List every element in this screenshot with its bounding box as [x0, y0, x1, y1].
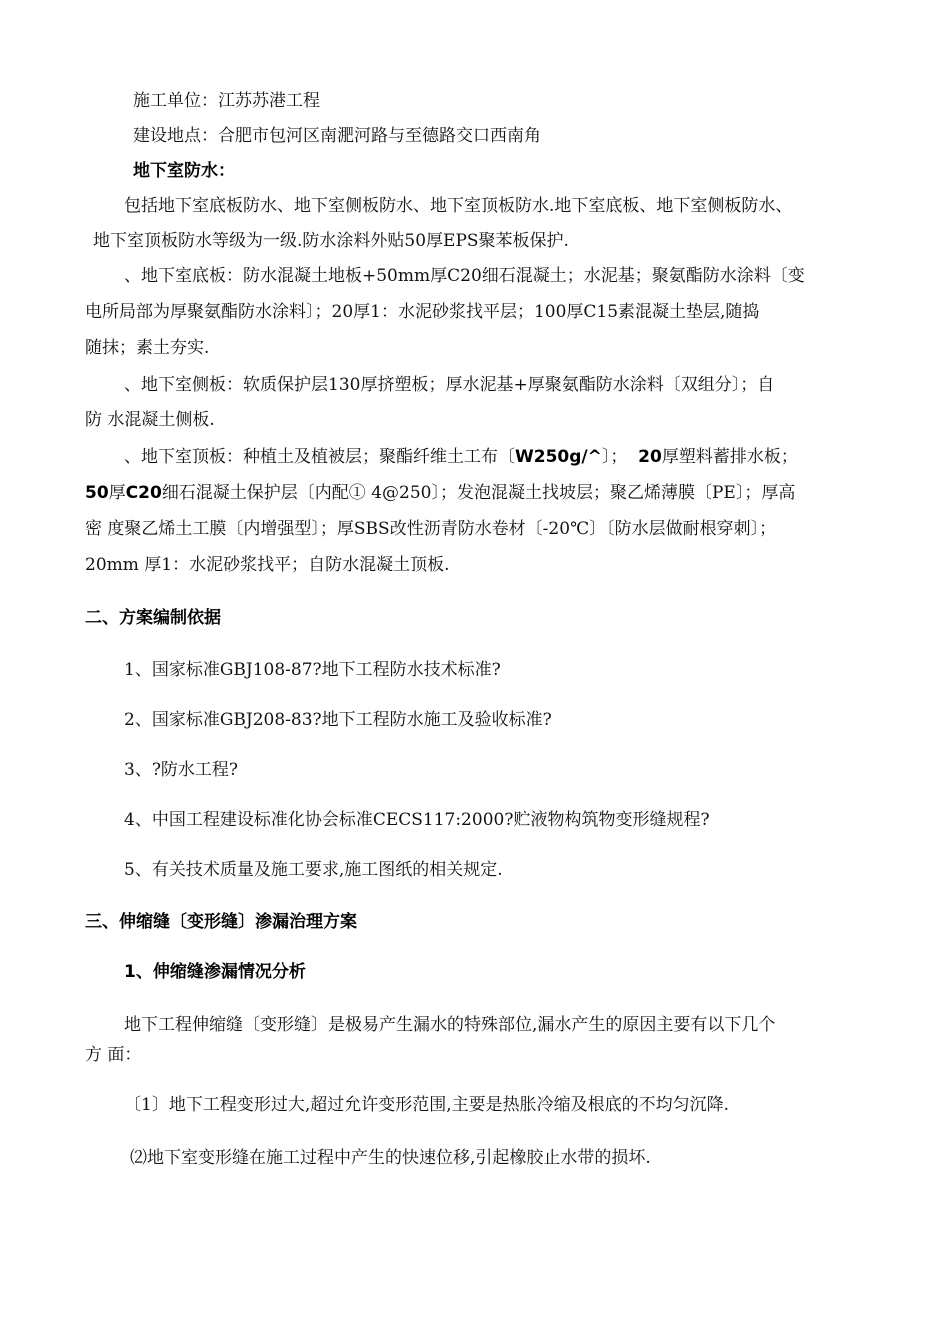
basement-intro-line-1: 包括地下室底板防水、地下室侧板防水、地下室顶板防水.地下室底板、地下室侧板防水、 [124, 196, 793, 216]
basis-item-5: 5、有关技术质量及施工要求,施工图纸的相关规定. [124, 860, 503, 880]
roof-slab-line-2 [85, 481, 795, 505]
roof-slab-line-4: 20mm 厚1：水泥砂浆找平；自防水混凝土顶板. [85, 555, 450, 575]
analysis-para-line-2: 方 面： [85, 1045, 142, 1065]
roof-line-2-text-b: 细石混凝土保护层〔内配① 4@250〕；发泡混凝土找坡层；聚乙烯薄膜〔PE〕；厚高 [161, 483, 796, 503]
roof-line-2-text-a: 厚 [108, 483, 126, 503]
basis-item-1: 1、国家标准GBJ108-87?地下工程防水技术标准? [124, 660, 501, 680]
basis-item-4: 4、中国工程建设标准化协会标准CECS117:2000?贮液物构筑物变形缝规程? [124, 810, 710, 830]
roof-line-1-bold-num: 20 [638, 447, 662, 467]
side-wall-line-1: 、地下室侧板：软质保护层130厚挤塑板；厚水泥基+厚聚氨酯防水涂料〔双组分〕；自 [124, 375, 775, 395]
roof-line-1-text-b: 〕； [601, 447, 628, 467]
analysis-para-line-1: 地下工程伸缩缝〔变形缝〕是极易产生漏水的特殊部位,漏水产生的原因主要有以下几个 [124, 1015, 776, 1035]
roof-line-2-bold-grade: C20 [125, 483, 162, 503]
roof-slab-line-3: 密 度聚乙烯土工膜〔内增强型〕；厚SBS改性沥青防水卷材〔-20℃〕〔防水层做耐根穿刺〕； [85, 519, 777, 539]
roof-line-2-bold-num: 50 [85, 483, 109, 503]
basement-intro-line-2: 地下室顶板防水等级为一级.防水涂料外贴50厚EPS聚苯板保护. [93, 231, 569, 251]
reason-item-2: ⑵地下室变形缝在施工过程中产生的快速位移,引起橡胶止水带的损坏. [130, 1148, 651, 1168]
roof-line-1-bold-weight: W250g/^ [515, 447, 602, 467]
basement-waterproof-heading: 地下室防水： [133, 161, 235, 181]
construction-site: 建设地点：合肥市包河区南淝河路与至德路交口西南角 [133, 126, 541, 146]
section-2-heading: 二、方案编制依据 [85, 608, 221, 628]
roof-slab-line-1 [124, 445, 798, 469]
basis-item-2: 2、国家标准GBJ208-83?地下工程防水施工及验收标准? [124, 710, 552, 730]
roof-line-1-text-a: 、地下室顶板：种植土及植被层；聚酯纤维土工布〔 [124, 447, 515, 467]
floor-slab-line-1: 、地下室底板：防水混凝土地板+50mm厚C20细石混凝土；水泥基；聚氨酯防水涂料〔变 [124, 266, 805, 286]
floor-slab-line-3: 随抹；素土夯实. [85, 338, 210, 358]
roof-line-1-text-c: 厚塑料蓄排水板； [661, 447, 798, 467]
reason-item-1: 〔1〕地下工程变形过大,超过允许变形范围,主要是热胀冷缩及根底的不均匀沉降. [124, 1095, 730, 1115]
section-3-subheading-1: 1、伸缩缝渗漏情况分析 [124, 962, 306, 982]
basis-item-3: 3、?防水工程? [124, 760, 239, 780]
section-3-heading: 三、伸缩缝〔变形缝〕渗漏治理方案 [85, 912, 357, 932]
side-wall-line-2: 防 水混凝土侧板. [85, 410, 215, 430]
construction-unit: 施工单位：江苏苏港工程 [133, 91, 320, 111]
floor-slab-line-2: 电所局部为厚聚氨酯防水涂料〕；20厚1：水泥砂浆找平层；100厚C15素混凝土垫层,随捣 [85, 302, 760, 322]
